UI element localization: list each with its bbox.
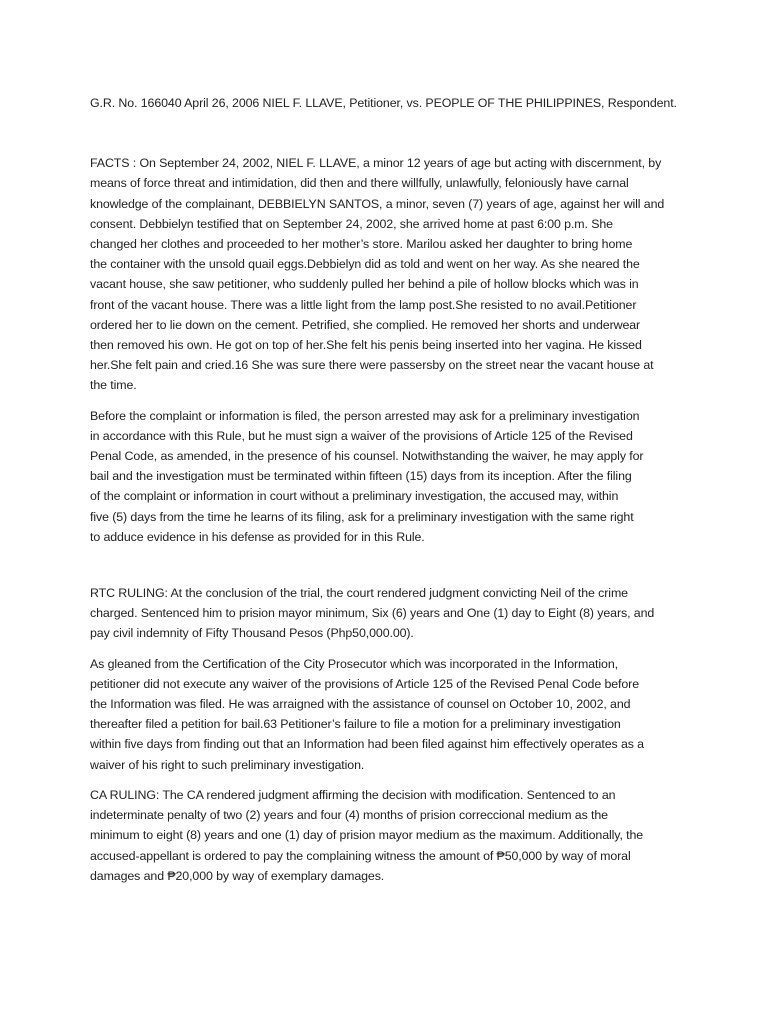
rule-line: Before the complaint or information is filed, the person arrested may ask for a preliminary investigation (90, 408, 640, 423)
rule-line: to adduce evidence in his defense as provided for in this Rule. (90, 529, 425, 544)
rtc-ruling-line: charged. Sentenced him to prision mayor minimum, Six (6) years and One (1) day to Eight (8) years, and (90, 606, 655, 621)
certification-line: within five days from finding out that an Information had been filed against him effectively operates as a (90, 737, 644, 752)
spacer (90, 113, 690, 153)
certification-line: the Information was filed. He was arraigned with the assistance of counsel on October 10, 2002, and (90, 697, 631, 712)
ca-ruling-line: CA RULING: The CA rendered judgment affirming the decision with modification. Sentenced to an (90, 787, 616, 802)
certification-paragraph (90, 654, 690, 775)
ca-ruling-line: damages and ₱20,000 by way of exemplary damages. (90, 868, 385, 883)
certification-line: thereafter filed a petition for bail.63 Petitioner’s failure to file a motion for a preliminary investigation (90, 717, 621, 732)
facts-line: consent. Debbielyn testified that on September 24, 2002, she arrived home at past 6:00 p.m. She (90, 216, 613, 231)
rtc-ruling-line: pay civil indemnity of Fifty Thousand Pesos (Php50,000.00). (90, 626, 414, 641)
ca-ruling-paragraph (90, 785, 690, 886)
facts-line: changed her clothes and proceeded to her mother’s store. Marilou asked her daughter to bring home (90, 237, 633, 252)
rtc-ruling-line: RTC RULING: At the conclusion of the trial, the court rendered judgment convicting Neil of the crime (90, 586, 628, 601)
rule-line: Penal Code, as amended, in the presence of his counsel. Notwithstanding the waiver, he may apply for (90, 449, 644, 464)
case-title: G.R. No. 166040 April 26, 2006 NIEL F. LLAVE, Petitioner, vs. PEOPLE OF THE PHILIPPINES, Respondent. (90, 96, 677, 110)
rule-paragraph (90, 406, 690, 547)
facts-line: the time. (90, 378, 137, 393)
facts-line: the container with the unsold quail eggs.Debbielyn did as told and went on her way. As she neared the (90, 257, 640, 272)
facts-line: knowledge of the complainant, DEBBIELYN SANTOS, a minor, seven (7) years of age, against her will and (90, 196, 665, 211)
facts-line: means of force threat and intimidation, did then and there willfully, unlawfully, feloniously have carnal (90, 176, 629, 191)
document-body (90, 93, 690, 886)
facts-line: ordered her to lie down on the cement. Petrified, she complied. He removed her shorts and underwear (90, 317, 641, 332)
facts-line: front of the vacant house. There was a little light from the lamp post.She resisted to no avail.Petitioner (90, 297, 637, 312)
facts-line: vacant house, she saw petitioner, who suddenly pulled her behind a pile of hollow blocks which was in (90, 277, 639, 292)
spacer (90, 775, 690, 785)
certification-line: As gleaned from the Certification of the City Prosecutor which was incorporated in the Information, (90, 656, 618, 671)
spacer (90, 644, 690, 654)
rtc-ruling-paragraph (90, 583, 690, 644)
rule-line: five (5) days from the time he learns of its filing, ask for a preliminary investigation with the same right (90, 509, 634, 524)
facts-line: her.She felt pain and cried.16 She was sure there were passersby on the street near the vacant house at (90, 358, 654, 373)
ca-ruling-line: accused-appellant is ordered to pay the complaining witness the amount of ₱50,000 by way of moral (90, 848, 631, 863)
facts-paragraph (90, 153, 690, 395)
certification-line: waiver of his right to such preliminary investigation. (90, 757, 365, 772)
rule-line: of the complaint or information in court without a preliminary investigation, the accused may, within (90, 489, 619, 504)
ca-ruling-line: minimum to eight (8) years and one (1) day of prision mayor medium as the maximum. Additionally, the (90, 828, 644, 843)
spacer (90, 396, 690, 406)
facts-line: then removed his own. He got on top of her.She felt his penis being inserted into her vagina. He kissed (90, 338, 642, 353)
rule-line: in accordance with this Rule, but he must sign a waiver of the provisions of Article 125 of the Revised (90, 428, 633, 443)
spacer (90, 547, 690, 583)
ca-ruling-line: indeterminate penalty of two (2) years and four (4) months of prision correccional medium as the (90, 808, 608, 823)
rule-line: bail and the investigation must be terminated within fifteen (15) days from its inception. After the filing (90, 469, 632, 484)
certification-line: petitioner did not execute any waiver of the provisions of Article 125 of the Revised Penal Code before (90, 676, 639, 691)
facts-line: FACTS : On September 24, 2002, NIEL F. LLAVE, a minor 12 years of age but acting with discernment, by (90, 156, 662, 171)
